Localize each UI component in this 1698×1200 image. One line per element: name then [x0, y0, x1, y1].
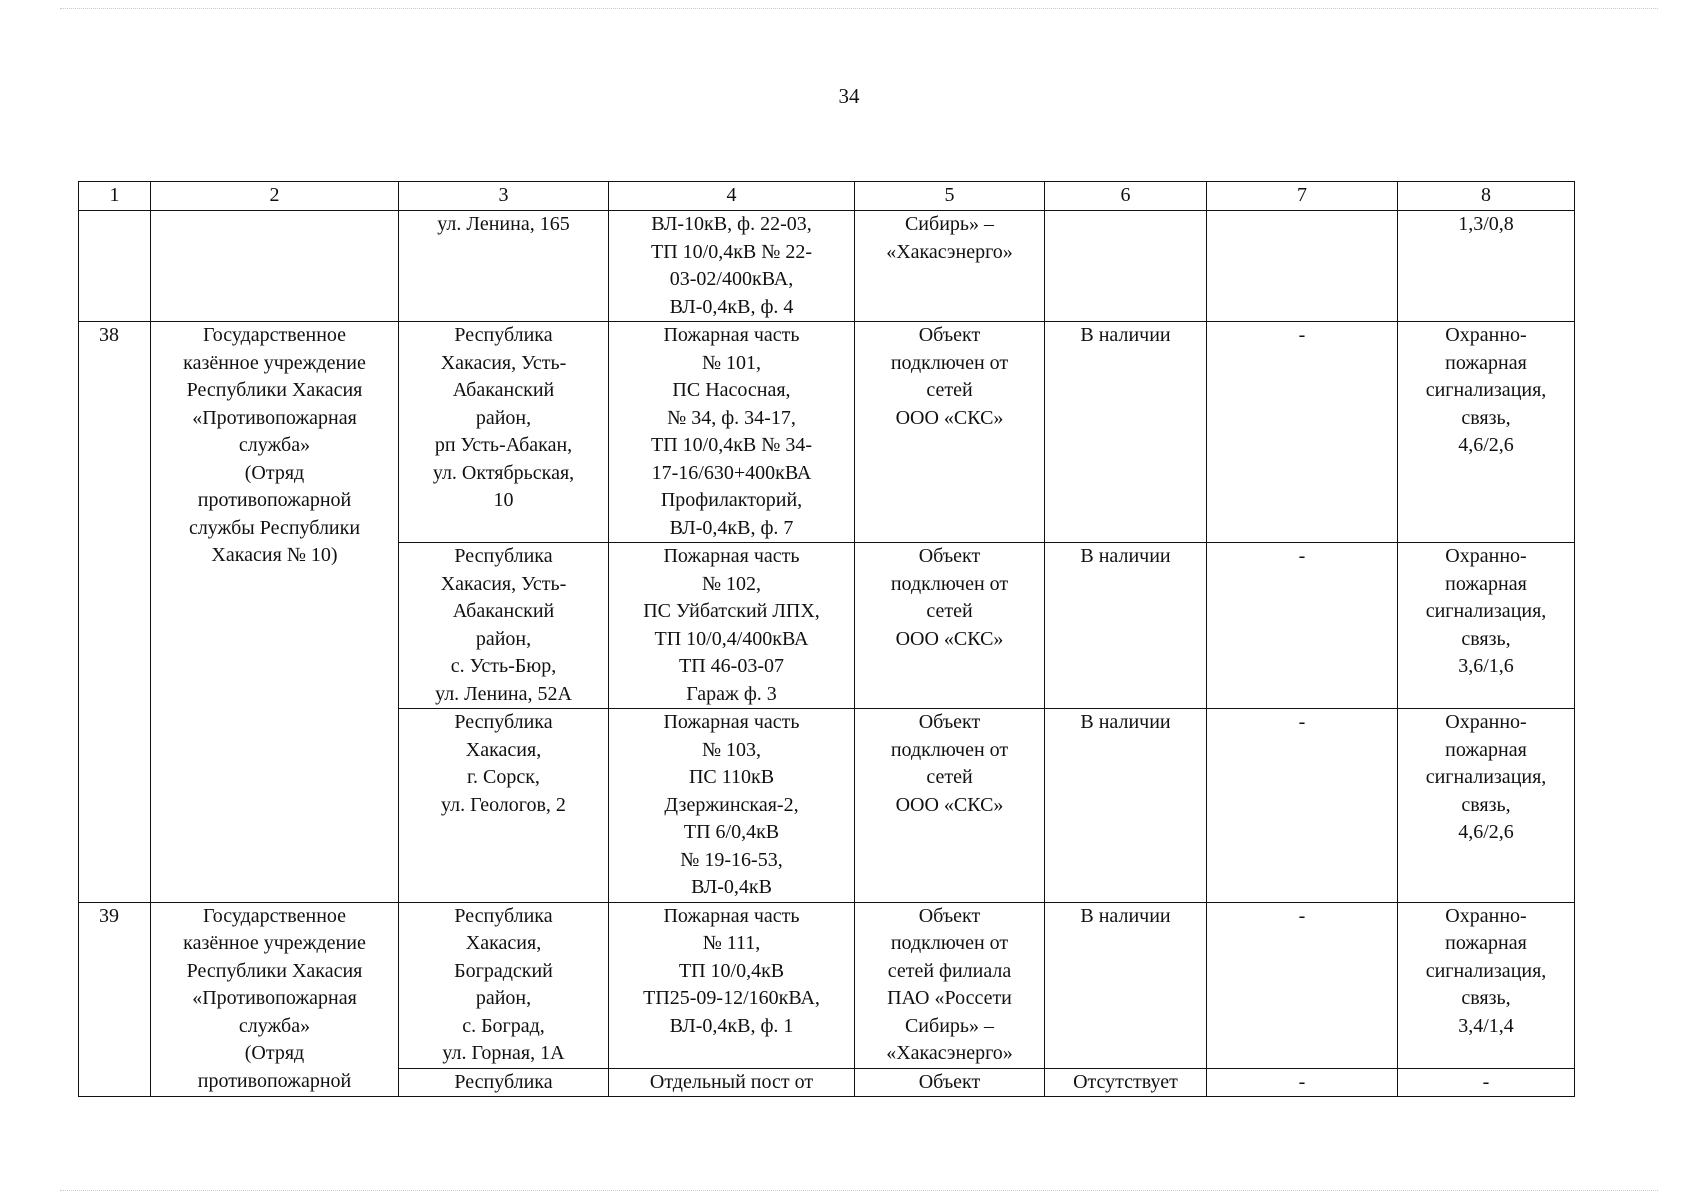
cell-power-supply: Пожарная часть № 101, ПС Насосная, № 34, ф. 34-17, ТП 10/0,4кВ № 34- 17-16/630+400кВА Профилакторий, ВЛ-0,4кВ, ф. 7 [609, 322, 855, 543]
cell-col7: - [1207, 902, 1398, 1068]
cell-power-supply: ВЛ-10кВ, ф. 22-03, ТП 10/0,4кВ № 22- 03-02/400кВА, ВЛ-0,4кВ, ф. 4 [609, 211, 855, 322]
column-number-3: 3 [399, 182, 609, 211]
page-number: 34 [838, 84, 860, 108]
cell-col7: - [1207, 709, 1398, 903]
cell-address: Республика [399, 1068, 609, 1097]
column-number-5: 5 [855, 182, 1045, 211]
cell-availability: В наличии [1045, 709, 1207, 903]
cell-availability: В наличии [1045, 322, 1207, 543]
cell-address: Республика Хакасия, г. Сорск, ул. Геологов, 2 [399, 709, 609, 903]
cell-col7: - [1207, 322, 1398, 543]
cell-connection: Объект подключен от сетей ООО «СКС» [855, 322, 1045, 543]
cell-power-supply: Пожарная часть № 111, ТП 10/0,4кВ ТП25-09-12/160кВА, ВЛ-0,4кВ, ф. 1 [609, 902, 855, 1068]
column-number-7: 7 [1207, 182, 1398, 211]
cell-address: Республика Хакасия, Усть- Абаканский район, рп Усть-Абакан, ул. Октябрьская, 10 [399, 322, 609, 543]
cell-organization-38: Государственное казённое учреждение Республики Хакасия «Противопожарная служба» (Отряд противопожарной службы Республики Хакасия № 10) [151, 322, 399, 903]
table-row-continuation [79, 211, 1575, 322]
cell-col7: - [1207, 1068, 1398, 1097]
cell-capacity: Охранно- пожарная сигнализация, связь, 3,6/1,6 [1398, 543, 1575, 709]
cell-power-supply: Пожарная часть № 103, ПС 110кВ Дзержинская-2, ТП 6/0,4кВ № 19-16-53, ВЛ-0,4кВ [609, 709, 855, 903]
cell-connection: Сибирь» – «Хакасэнерго» [855, 211, 1045, 322]
cell-availability: В наличии [1045, 543, 1207, 709]
cell-connection: Объект подключен от сетей филиала ПАО «Россети Сибирь» – «Хакасэнерго» [855, 902, 1045, 1068]
cell-power-supply: Отдельный пост от [609, 1068, 855, 1097]
cell-availability: В наличии [1045, 902, 1207, 1068]
cell-address: Республика Хакасия, Боградский район, с. Боград, ул. Горная, 1А [399, 902, 609, 1068]
scan-artifact-top [60, 8, 1658, 10]
infrastructure-table [78, 181, 1575, 1097]
cell-row-number-38: 38 [79, 322, 151, 903]
cell-capacity: Охранно- пожарная сигнализация, связь, 3,4/1,4 [1398, 902, 1575, 1068]
scan-artifact-bottom [60, 1190, 1658, 1192]
column-number-1: 1 [79, 182, 151, 211]
cell-capacity: Охранно- пожарная сигнализация, связь, 4,6/2,6 [1398, 322, 1575, 543]
cell-organization-39: Государственное казённое учреждение Республики Хакасия «Противопожарная служба» (Отряд противопожарной [151, 902, 399, 1097]
table-row-39a [79, 902, 1575, 1068]
cell-connection: Объект подключен от сетей ООО «СКС» [855, 543, 1045, 709]
cell-capacity: Охранно- пожарная сигнализация, связь, 4,6/2,6 [1398, 709, 1575, 903]
column-number-8: 8 [1398, 182, 1575, 211]
cell-col7: - [1207, 543, 1398, 709]
cell-row-number-39: 39 [79, 902, 151, 1097]
cell-capacity: - [1398, 1068, 1575, 1097]
column-number-4: 4 [609, 182, 855, 211]
cell-connection: Объект [855, 1068, 1045, 1097]
cell-availability [1045, 211, 1207, 322]
cell-number [79, 211, 151, 322]
column-number-2: 2 [151, 182, 399, 211]
cell-col7 [1207, 211, 1398, 322]
column-number-6: 6 [1045, 182, 1207, 211]
header-row [79, 182, 1575, 211]
cell-power-supply: Пожарная часть № 102, ПС Уйбатский ЛПХ, ТП 10/0,4/400кВА ТП 46-03-07 Гараж ф. 3 [609, 543, 855, 709]
cell-organization [151, 211, 399, 322]
cell-availability: Отсутствует [1045, 1068, 1207, 1097]
cell-address: Республика Хакасия, Усть- Абаканский район, с. Усть-Бюр, ул. Ленина, 52А [399, 543, 609, 709]
cell-connection: Объект подключен от сетей ООО «СКС» [855, 709, 1045, 903]
table-row-38a [79, 322, 1575, 543]
cell-address: ул. Ленина, 165 [399, 211, 609, 322]
cell-capacity: 1,3/0,8 [1398, 211, 1575, 322]
